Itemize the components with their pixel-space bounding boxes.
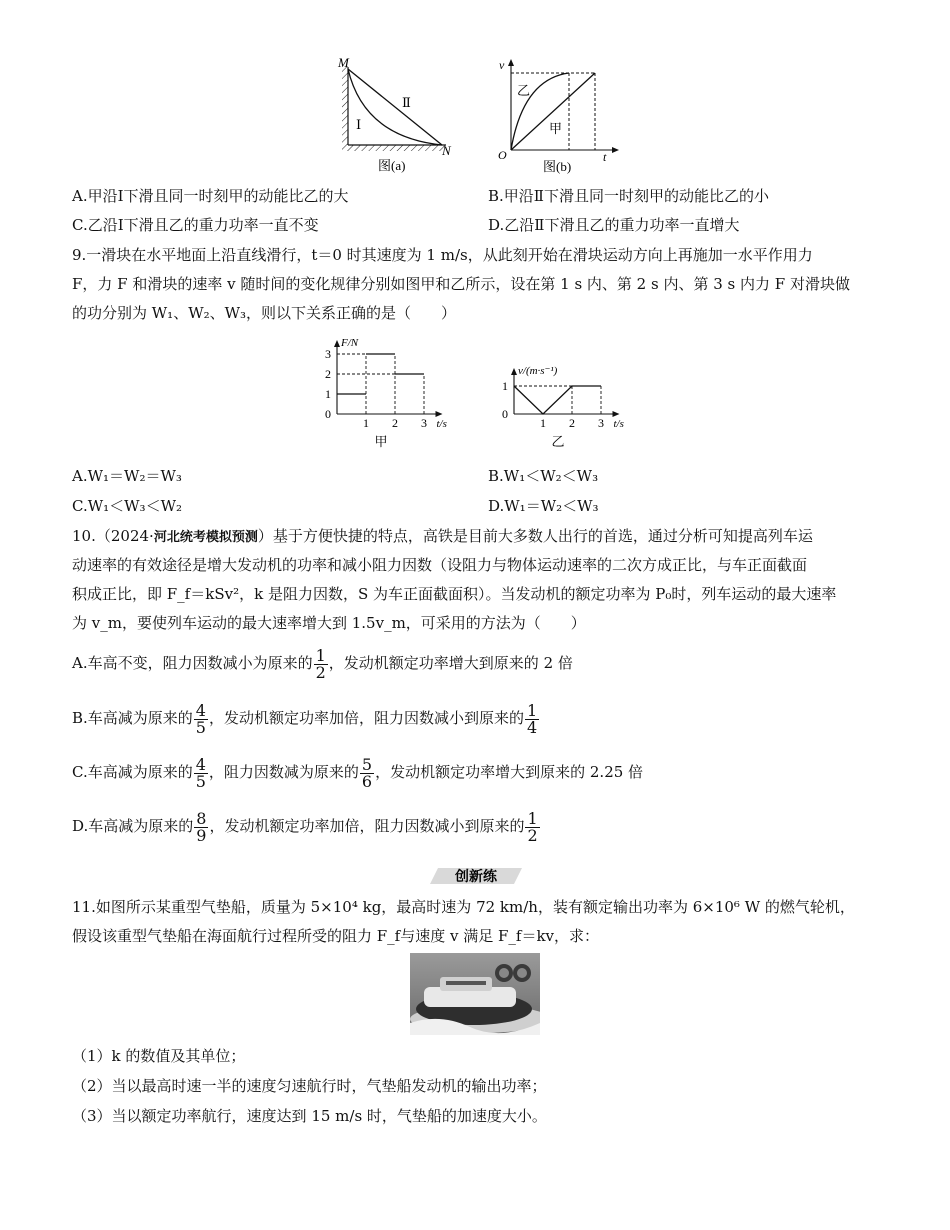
q8-option-a: A.甲沿Ⅰ下滑且同一时刻甲的动能比乙的大 <box>72 187 349 205</box>
q10-stem-line3: 积成正比，即 F_f＝kSv²，k 是阻力因数，S 为车正面截面积）。当发动机的额定功率为 P₀时，列车运动的最大速率 <box>72 585 837 603</box>
fraction: $\frac{1}{2}$ <box>315 645 326 682</box>
q10-source-suffix: ） <box>257 527 273 545</box>
q10-stem-line2: 动速率的有效途径是增大发动机的功率和减小阻力因数（设阻力与物体运动速率的二次方成正比，与车正面截面 <box>72 556 808 574</box>
fraction: $\frac{8}{9}$ <box>196 808 207 845</box>
q11-stem-line1: 11.如图所示某重型气垫船，质量为 5×10⁴ kg，最高时速为 72 km/h，装有额定输出功率为 6×10⁶ W 的燃气轮机， <box>72 898 855 916</box>
label-o: O <box>498 148 507 162</box>
y-axis-label: F/N <box>341 337 359 349</box>
q10-option-d <box>72 808 541 844</box>
fraction: $\frac{4}{5}$ <box>195 754 206 791</box>
q10-stem-line4: 为 v_m，要使列车运动的最大速率增大到 1.5v_m，可采用的方法为（ ） <box>72 614 586 632</box>
figure-a <box>330 55 460 175</box>
fraction: $\frac{5}{6}$ <box>361 754 373 791</box>
q10-option-b <box>72 700 540 736</box>
label-jia: 甲 <box>549 121 563 136</box>
q10-source-prefix: 10.（2024· <box>72 527 154 545</box>
q10-a-text2: ，发动机额定功率增大到原来的 2 倍 <box>328 654 573 672</box>
caption-b: 图(b) <box>543 159 572 174</box>
q11-sub2: （2）当以最高时速一半的速度匀速航行时，气垫船发动机的输出功率； <box>72 1077 547 1095</box>
y-tick-label: 2 <box>325 367 331 381</box>
label-v: v <box>499 58 505 72</box>
y-tick-label: 1 <box>325 387 331 401</box>
q10-source: 河北统考模拟预测 <box>153 530 258 545</box>
x-axis-arrow <box>436 411 443 417</box>
q9-stem-line2: F，力 F 和滑块的速率 v 随时间的变化规律分别如图甲和乙所示，设在第 1 s 内、第 2 s 内、第 3 s 内力 F 对滑块做 <box>72 275 850 293</box>
q9-stem-line1: 9.一滑块在水平地面上沿直线滑行，t＝0 时其速度为 1 m/s，从此刻开始在滑块运动方向上再施加一水平作用力 <box>72 246 813 264</box>
x-axis-arrow <box>613 411 620 417</box>
q11-stem-line2: 假设该重型气垫船在海面航行过程所受的阻力 F_f与速度 v 满足 F_f＝kv，求： <box>72 927 600 945</box>
label-curve-ii: Ⅱ <box>402 95 411 110</box>
q9-stem-line3: 的功分别为 W₁、W₂、W₃，则以下关系正确的是（ ） <box>72 304 457 322</box>
section-badge <box>430 866 522 886</box>
q10-c-text1: C.车高减为原来的 <box>72 763 193 781</box>
y-axis-label: v/(m·s⁻¹) <box>518 365 558 377</box>
chart-velocity <box>500 344 640 458</box>
chart-title: 甲 <box>374 434 388 449</box>
label-t: t <box>603 150 607 164</box>
q9-option-d: D.W₁＝W₂＜W₃ <box>488 497 599 515</box>
q10-option-c <box>72 754 643 790</box>
x-tick-label: 2 <box>569 416 575 430</box>
q10-option-a <box>72 645 573 681</box>
x-tick-label: 1 <box>363 416 369 430</box>
x-axis-label: t/s <box>613 418 624 430</box>
y-tick-label: 0 <box>502 407 508 421</box>
fraction: $\frac{1}{4}$ <box>527 700 538 737</box>
q11-sub3: （3）当以额定功率航行，速度达到 15 m/s 时，气垫船的加速度大小。 <box>72 1107 547 1125</box>
x-tick-label: 3 <box>598 416 604 430</box>
q10-stem-text1: 基于方便快捷的特点，高铁是目前大多数人出行的首选，通过分析可知提高列车运 <box>272 527 813 545</box>
curve-ii <box>348 69 442 145</box>
q10-d-text2: ，发动机额定功率加倍，阻力因数减小到原来的 <box>209 817 525 835</box>
q10-stem-line1 <box>72 526 813 548</box>
q8-option-b: B.甲沿Ⅱ下滑且同一时刻甲的动能比乙的小 <box>488 187 769 205</box>
x-tick-label: 3 <box>421 416 427 430</box>
label-yi: 乙 <box>517 83 531 98</box>
q8-option-c: C.乙沿Ⅰ下滑且乙的重力功率一直不变 <box>72 216 319 234</box>
caption-a: 图(a) <box>378 158 406 173</box>
label-m: M <box>338 55 349 70</box>
velocity-line <box>514 386 601 414</box>
q10-b-text2: ，发动机额定功率加倍，阻力因数减小到原来的 <box>208 709 524 727</box>
q10-d-text1: D.车高减为原来的 <box>72 817 194 835</box>
x-axis-label: t/s <box>436 418 447 430</box>
chart-title: 乙 <box>551 434 565 449</box>
q10-a-text1: A.车高不变，阻力因数减小为原来的 <box>72 654 313 672</box>
fraction: $\frac{4}{5}$ <box>195 700 206 737</box>
label-n: N <box>442 143 451 158</box>
q9-option-b: B.W₁＜W₂＜W₃ <box>488 467 599 485</box>
q11-sub1: （1）k 的数值及其单位； <box>72 1047 246 1065</box>
q8-option-d: D.乙沿Ⅱ下滑且乙的重力功率一直增大 <box>488 216 740 234</box>
chart-force <box>315 330 455 458</box>
label-curve-i: Ⅰ <box>356 117 362 132</box>
hovercraft-photo <box>410 953 540 1035</box>
y-axis-arrow <box>334 340 340 347</box>
x-tick-label: 1 <box>540 416 546 430</box>
section-title: 创新练 <box>455 869 497 885</box>
fraction: $\frac{1}{2}$ <box>527 808 538 845</box>
x-tick-label: 2 <box>392 416 398 430</box>
y-axis-arrow <box>511 368 517 375</box>
q9-option-c: C.W₁＜W₃＜W₂ <box>72 497 183 515</box>
y-tick-label: 3 <box>325 347 331 361</box>
y-tick-label: 0 <box>325 407 331 421</box>
y-tick-label: 1 <box>502 379 508 393</box>
q9-option-a: A.W₁＝W₂＝W₃ <box>72 467 182 485</box>
q10-c-text3: ，发动机额定功率增大到原来的 2.25 倍 <box>375 763 644 781</box>
figure-b <box>495 55 625 175</box>
q10-c-text2: ，阻力因数减为原来的 <box>208 763 359 781</box>
q10-b-text1: B.车高减为原来的 <box>72 709 193 727</box>
